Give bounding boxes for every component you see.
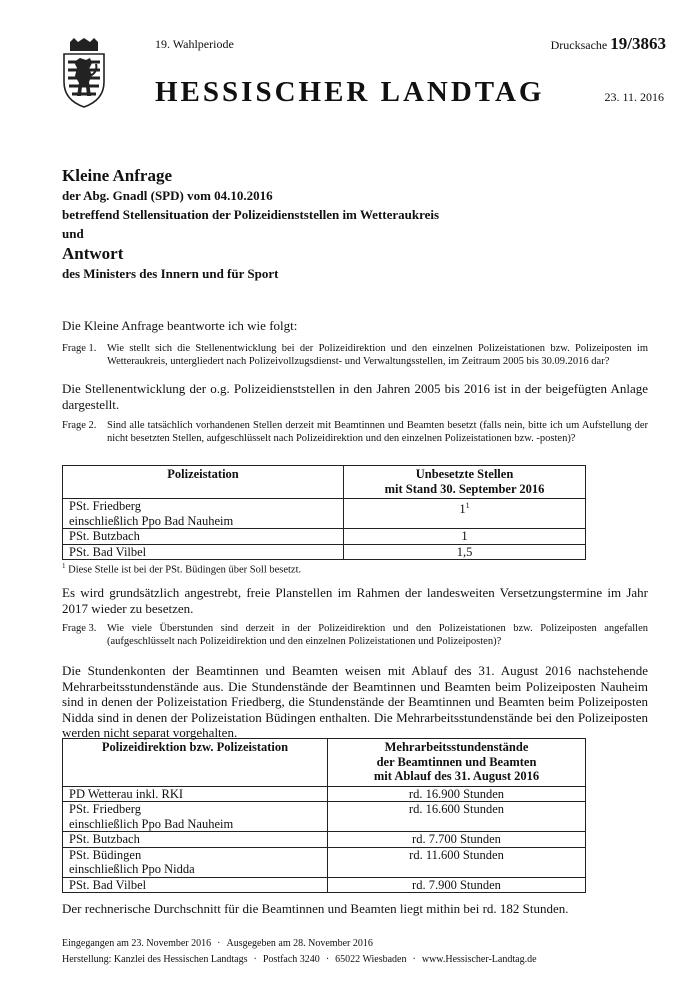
table-row — [63, 499, 586, 529]
heading-und: und — [62, 226, 84, 241]
value-cell: 1,5 — [344, 544, 586, 560]
drucksache-label: Drucksache — [550, 38, 608, 52]
footnote-ref: 1 — [465, 501, 470, 510]
value-cell: rd. 16.900 Stunden — [328, 786, 586, 802]
station-cell — [63, 802, 328, 832]
issued-date: Ausgegeben am 28. November 2016 — [226, 938, 373, 949]
production-info: Herstellung: Kanzlei des Hessischen Landtags — [62, 954, 248, 965]
received-date: Eingegangen am 23. November 2016 — [62, 938, 212, 949]
table-row — [63, 847, 586, 877]
heading-kleine-anfrage: Kleine Anfrage — [62, 166, 173, 185]
value-cell: rd. 7.700 Stunden — [328, 832, 586, 848]
station-detail: einschließlich Ppo Bad Nauheim — [69, 816, 234, 831]
answer-3: Die Stundenkonten der Beamtinnen und Beamten weisen mit Ablauf des 31. August 2016 nachstehende Mehrarbeitsstundenstände aus. Die Stundenstände der Beamtinnen und Beamten beim Polizeiposten Nauheim sind in denen der Polizeistation Friedberg, die Stundenstände der Beamtinnen und Beamten beim Polizeiposten Nidda sind in denen der Polizeistation Büdingen enthalten. Die Mehrarbeitsstundenstände bei den Polizeiposten werden nicht separat vorgehalten. — [62, 663, 648, 740]
heading-minister: des Ministers des Innern und für Sport — [62, 266, 279, 281]
frage-3 — [62, 623, 648, 648]
table-row — [63, 786, 586, 802]
document-date: 23. 11. 2016 — [604, 90, 664, 104]
header-unbesetzte-stellen — [344, 466, 586, 499]
footnote-text: Diese Stelle ist bei der PSt. Büdingen über Soll besetzt. — [65, 564, 302, 576]
drucksache — [551, 34, 666, 54]
frage-2-label: Frage 2. — [62, 420, 97, 431]
table-row — [63, 529, 586, 545]
header-polizeistation: Polizeistation — [63, 466, 344, 499]
value-cell: rd. 11.600 Stunden — [328, 847, 586, 877]
station-detail: einschließlich Ppo Bad Nauheim — [69, 513, 234, 528]
table-row — [63, 544, 586, 560]
value-cell: rd. 16.600 Stunden — [328, 802, 586, 832]
intro-text: Die Kleine Anfrage beantworte ich wie folgt: — [62, 318, 298, 333]
header-line: Mehrarbeitsstundenstände — [384, 740, 529, 754]
header-line: mit Ablauf des 31. August 2016 — [373, 769, 540, 783]
footnote — [62, 562, 301, 576]
value-cell — [344, 499, 586, 529]
hessen-coat-of-arms — [62, 38, 106, 108]
unbesetzte-stellen-table — [62, 465, 586, 560]
document-heading — [62, 165, 662, 283]
drucksache-number: 19/3863 — [610, 34, 666, 53]
table-row — [63, 802, 586, 832]
heading-subject: betreffend Stellensituation der Polizeidienststellen im Wetteraukreis — [62, 207, 440, 222]
value: 1 — [459, 502, 466, 517]
frage-3-label: Frage 3. — [62, 623, 97, 634]
footer-imprint: Herstellung: Kanzlei des Hessischen Landtags · Postfach 3240 · 65022 Wiesbaden · www.Hessischer-Landtag.de — [62, 954, 537, 965]
answer-2: Es wird grundsätzlich angestrebt, freie Planstellen im Rahmen der landesweiten Versetzungstermine im Jahr 2017 wieder zu besetzen. — [62, 585, 648, 616]
station-cell — [63, 847, 328, 877]
table-header-row — [63, 466, 586, 499]
value-cell: rd. 7.900 Stunden — [328, 877, 586, 893]
frage-3-text: Wie viele Überstunden sind derzeit in der Polizeidirektion und den Polizeistationen bzw. Polizeiposten angefallen (aufgeschlüsselt nach Polizeidirektion und den einzelnen Polizeistationen und Polizeiposten)? — [107, 623, 648, 647]
station-cell: PSt. Butzbach — [63, 832, 328, 848]
heading-antwort: Antwort — [62, 244, 124, 263]
header-polizeidirektion: Polizeidirektion bzw. Polizeistation — [63, 739, 328, 787]
station-cell: PSt. Bad Vilbel — [63, 544, 344, 560]
frage-2-text: Sind alle tatsächlich vorhandenen Stellen derzeit mit Beamtinnen und Beamten besetzt (falls nein, bitte ich um Aufstellung der nicht besetzten Stellen, aufgeschlüsselt nach Polizeidirektion und den einzelnen Polizeistationen bzw. -posten)? — [107, 420, 648, 444]
table-row — [63, 832, 586, 848]
header-line: mit Stand 30. September 2016 — [384, 481, 545, 496]
frage-1 — [62, 343, 648, 368]
answer-1: Die Stellenentwicklung der o.g. Polizeidienststellen in den Jahren 2005 bis 2016 ist in der beigefügten Anlage dargestellt. — [62, 381, 648, 412]
station-name: PSt. Friedberg — [69, 499, 141, 513]
city: 65022 Wiesbaden — [335, 954, 407, 965]
footer-dates: Eingegangen am 23. November 2016 · Ausgegeben am 28. November 2016 — [62, 938, 373, 949]
table-row — [63, 877, 586, 893]
frage-2 — [62, 420, 648, 445]
station-name: PSt. Büdingen — [69, 847, 142, 862]
station-detail: einschließlich Ppo Nidda — [69, 862, 195, 876]
closing-text: Der rechnerische Durchschnitt für die Beamtinnen und Beamten liegt mithin bei rd. 182 Stunden. — [62, 901, 569, 916]
frage-1-text: Wie stellt sich die Stellenentwicklung bei der Polizeidirektion und den einzelnen Polizeistationen bzw. Polizeiposten im Wetteraukreis, untergliedert nach Polizeivollzugsdienst- und Verwaltungsstellen, im Zeitraum 2005 bis 30.09.2016 dar? — [107, 343, 648, 367]
heading-author: der Abg. Gnadl (SPD) vom 04.10.2016 — [62, 188, 273, 203]
header-line: Unbesetzte Stellen — [415, 467, 514, 481]
station-cell: PD Wetterau inkl. RKI — [63, 786, 328, 802]
parliament-title: HESSISCHER LANDTAG — [155, 76, 545, 108]
header-line: der Beamtinnen und Beamten — [376, 754, 537, 769]
wahlperiode: 19. Wahlperiode — [155, 37, 234, 51]
mehrarbeitsstunden-table — [62, 738, 586, 893]
frage-1-label: Frage 1. — [62, 343, 97, 354]
station-cell — [63, 499, 344, 529]
website-link[interactable]: www.Hessischer-Landtag.de — [421, 954, 537, 965]
header-mehrarbeitsstunden — [328, 739, 586, 787]
station-cell: PSt. Butzbach — [63, 529, 344, 545]
value-cell: 1 — [344, 529, 586, 545]
station-name: PSt. Friedberg — [69, 802, 141, 816]
postfach: Postfach 3240 — [262, 954, 320, 965]
footnote-mark: 1 — [62, 562, 66, 570]
table-header-row — [63, 739, 586, 787]
station-cell: PSt. Bad Vilbel — [63, 877, 328, 893]
